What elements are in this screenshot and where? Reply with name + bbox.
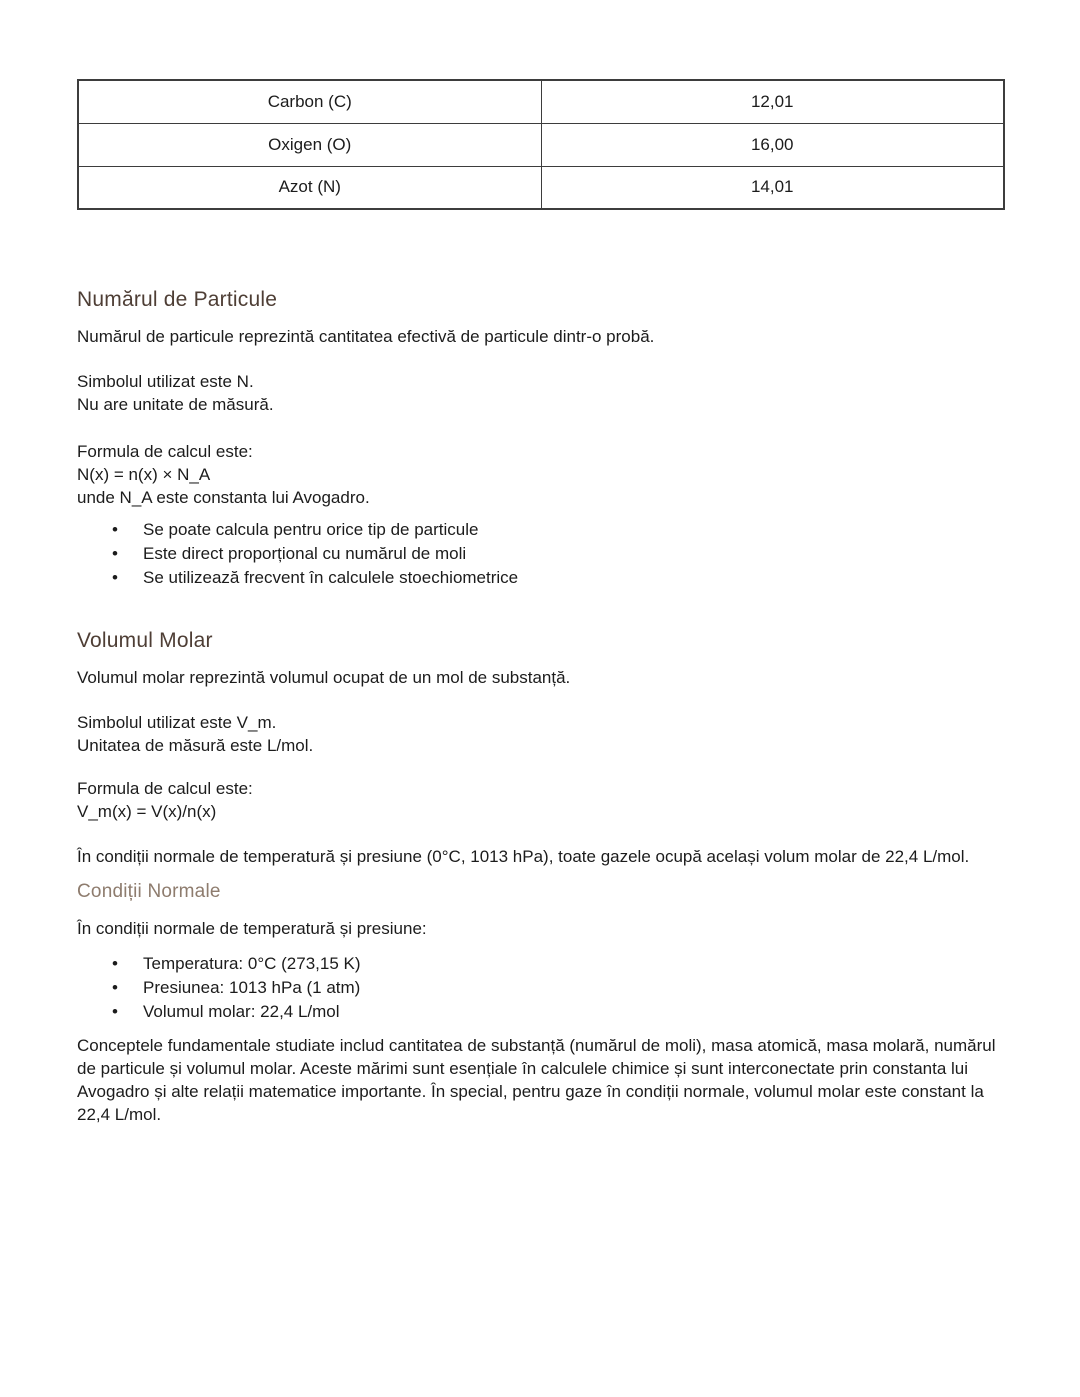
molar-formula-paragraph bbox=[77, 777, 1005, 823]
list-item: • Volumul molar: 22,4 L/mol bbox=[112, 1000, 1005, 1024]
list-item: • Presiunea: 1013 hPa (1 atm) bbox=[112, 976, 1005, 1000]
molar-unit-line: Unitatea de măsură este L/mol. bbox=[77, 736, 314, 755]
normal-conditions-bullet-list bbox=[112, 952, 1005, 1024]
particles-bullet-list bbox=[112, 518, 1005, 590]
atomic-mass-cell: 14,01 bbox=[541, 166, 1004, 209]
list-item: • Se poate calcula pentru orice tip de particule bbox=[112, 518, 1005, 542]
normal-conditions-intro: În condiții normale de temperatură și presiune: bbox=[77, 919, 427, 938]
list-item: • Se utilizează frecvent în calculele stoechiometrice bbox=[112, 566, 1005, 590]
element-name-cell: Carbon (C) bbox=[78, 80, 541, 123]
table-row bbox=[78, 123, 1004, 166]
particles-unit-line: Nu are unitate de măsură. bbox=[77, 395, 274, 414]
particles-symbol-paragraph bbox=[77, 370, 1005, 416]
molar-note-paragraph: În condiții normale de temperatură și presiune (0°C, 1013 hPa), toate gazele ocupă același volum molar de 22,4 L/mol. bbox=[77, 847, 970, 866]
particles-formula-note: unde N_A este constanta lui Avogadro. bbox=[77, 488, 370, 507]
particles-formula: N(x) = n(x) × N_A bbox=[77, 465, 211, 484]
molar-symbol-line: Simbolul utilizat este V_m. bbox=[77, 713, 277, 732]
atomic-mass-cell: 12,01 bbox=[541, 80, 1004, 123]
atomic-mass-cell: 16,00 bbox=[541, 123, 1004, 166]
section-heading-numarul-de-particule: Numărul de Particule bbox=[77, 288, 278, 311]
subsection-heading-conditii-normale: Condiții Normale bbox=[77, 881, 221, 902]
list-item: • Este direct proporțional cu numărul de moli bbox=[112, 542, 1005, 566]
table-row bbox=[78, 166, 1004, 209]
particles-intro-paragraph: Numărul de particule reprezintă cantitatea efectivă de particule dintr-o probă. bbox=[77, 327, 655, 346]
table-row bbox=[78, 80, 1004, 123]
particles-symbol-line: Simbolul utilizat este N. bbox=[77, 372, 254, 391]
element-name-cell: Azot (N) bbox=[78, 166, 541, 209]
particles-formula-paragraph bbox=[77, 440, 1005, 509]
element-name-cell: Oxigen (O) bbox=[78, 123, 541, 166]
molar-formula-label: Formula de calcul este: bbox=[77, 779, 253, 798]
molar-formula: V_m(x) = V(x)/n(x) bbox=[77, 802, 217, 821]
molar-symbol-paragraph bbox=[77, 711, 1005, 757]
closing-summary-paragraph: Conceptele fundamentale studiate includ cantitatea de substanță (numărul de moli), masa atomică, masa molară, numărul de particule și volumul molar. Aceste mărimi sunt esențiale în calculele chimice și sunt interconectate prin constanta lui Avogadro și alte relații matematice importante. În special, pentru gaze în condiții normale, volumul molar este constant la 22,4 L/mol. bbox=[77, 1036, 996, 1124]
particles-formula-label: Formula de calcul este: bbox=[77, 442, 253, 461]
molar-intro-paragraph: Volumul molar reprezintă volumul ocupat de un mol de substanță. bbox=[77, 668, 571, 687]
atomic-mass-table bbox=[77, 79, 1005, 210]
section-heading-volumul-molar: Volumul Molar bbox=[77, 629, 213, 652]
list-item: • Temperatura: 0°C (273,15 K) bbox=[112, 952, 1005, 976]
